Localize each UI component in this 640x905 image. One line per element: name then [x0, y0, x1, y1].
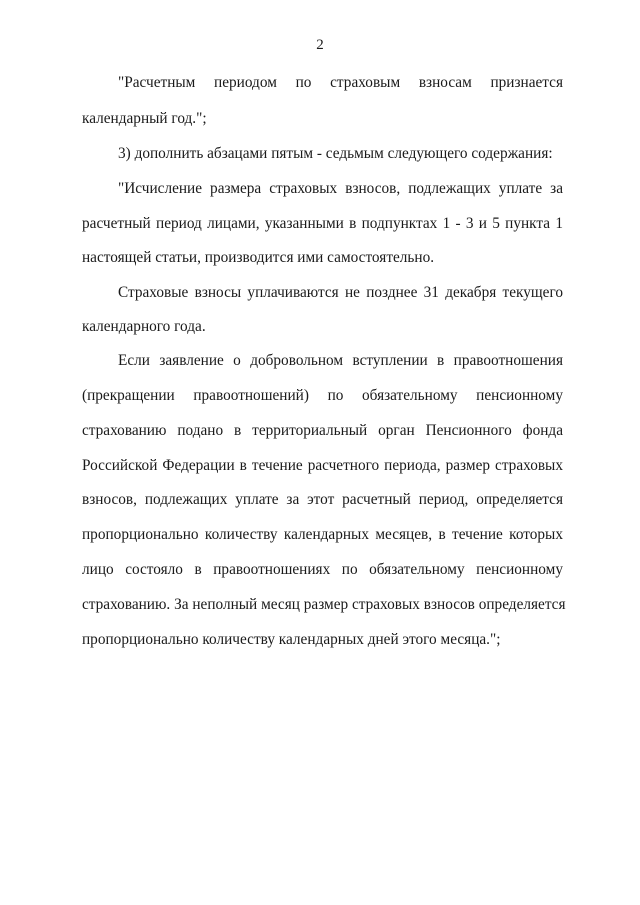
text-line-12: Российской Федерации в течение расчетного периода, размер страховых	[82, 457, 563, 474]
text-line-15: лицо состояло в правоотношениях по обязательному пенсионному	[82, 561, 563, 578]
text-line-14: пропорционально количеству календарных месяцев, в течение которых	[82, 526, 563, 543]
text-line-11: страхованию подано в территориальный орган Пенсионного фонда	[82, 422, 563, 439]
text-line-9: Если заявление о добровольном вступлении в правоотношения	[118, 352, 563, 369]
text-line-7: Страховые взносы уплачиваются не позднее 31 декабря текущего	[118, 284, 563, 301]
text-line-4: "Исчисление размера страховых взносов, подлежащих уплате за	[118, 180, 563, 197]
text-line-6: настоящей статьи, производится ими самостоятельно.	[82, 249, 435, 266]
text-line-8: календарного года.	[82, 318, 206, 335]
text-line-13: взносов, подлежащих уплате за этот расчетный период, определяется	[82, 491, 563, 508]
text-line-16: страхованию. За неполный месяц размер страховых взносов определяется	[82, 596, 566, 613]
text-line-2: календарный год.";	[82, 110, 207, 127]
text-line-3: 3) дополнить абзацами пятым - седьмым следующего содержания:	[118, 145, 553, 162]
text-line-1: "Расчетным периодом по страховым взносам признается	[118, 74, 563, 91]
text-line-10: (прекращении правоотношений) по обязательному пенсионному	[82, 387, 563, 404]
text-line-17: пропорционально количеству календарных дней этого месяца.";	[82, 631, 501, 648]
text-line-5: расчетный период лицами, указанными в подпунктах 1 - 3 и 5 пункта 1	[82, 215, 563, 232]
page-number: 2	[316, 37, 324, 53]
